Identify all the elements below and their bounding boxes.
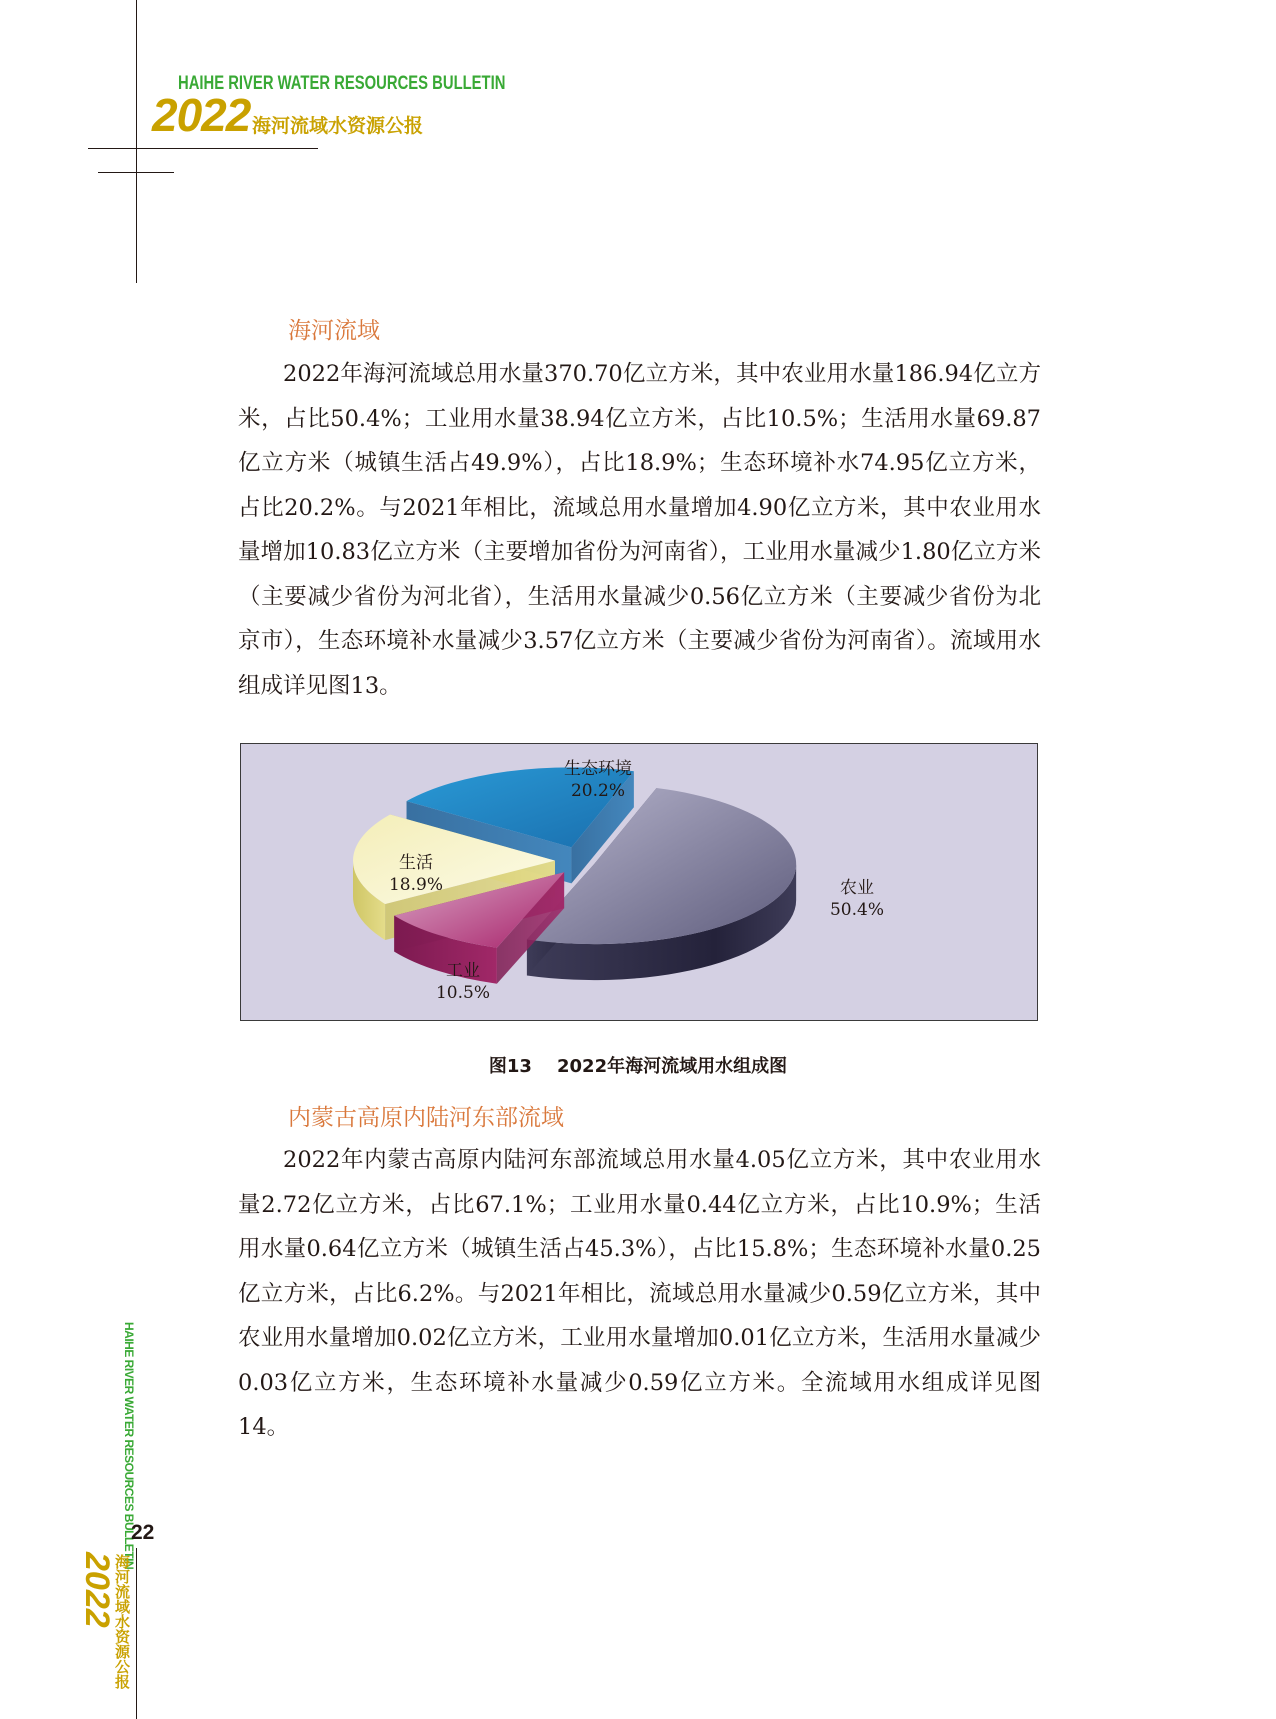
crop-mark-bottom-vertical: [136, 1548, 137, 1719]
page-number: 22: [131, 1521, 155, 1544]
label-ecology-name: 生态环境: [564, 759, 632, 779]
crop-mark-top-horizontal: [88, 148, 318, 149]
section-heading-haihe: 海河流域: [288, 318, 380, 344]
paragraph-inner-mongolia: 2022年内蒙古高原内陆河东部流域总用水量4.05亿立方米，其中农业用水量2.72亿立方米，占比67.1%；工业用水量0.44亿立方米，占比10.9%；生活用水量0.64亿立方米（城镇生活占45.3%），占比15.8%；生态环境补水量0.25亿立方米，占比6.2%。与2021年相比，流域总用水量减少0.59亿立方米，其中农业用水量增加0.02亿立方米，工业用水量增加0.01亿立方米，生活用水量减少0.03亿立方米，生态环境补水量减少0.59亿立方米。全流域用水组成详见图14。: [238, 1147, 1041, 1440]
label-industry-value: 10.5%: [435, 983, 491, 1003]
label-ecology-value: 20.2%: [570, 781, 626, 801]
crop-mark-top-vertical: [136, 0, 137, 283]
header-title-cn: 海河流域水资源公报: [252, 115, 424, 137]
label-agriculture-value: 50.4%: [829, 900, 885, 920]
label-domestic-value: 18.9%: [388, 875, 444, 895]
label-agriculture-name: 农业: [840, 878, 874, 898]
side-title-en: HAIHE RIVER WATER RESOURCES BULLETIN: [122, 1322, 136, 1570]
figure-13-caption: 图13 2022年海河流域用水组成图: [488, 1056, 788, 1077]
header-title-en: HAIHE RIVER WATER RESOURCES BULLETIN: [178, 73, 506, 94]
section-heading-inner-mongolia: 内蒙古高原内陆河东部流域: [288, 1105, 564, 1131]
pie-chart: [241, 744, 1037, 1020]
header-year: 2022: [152, 89, 251, 141]
side-year: 2022: [78, 1552, 116, 1628]
paragraph-haihe: 2022年海河流域总用水量370.70亿立方米，其中农业用水量186.94亿立方米，占比50.4%；工业用水量38.94亿立方米，占比10.5%；生活用水量69.87亿立方米（城镇生活占49.9%），占比18.9%；生态环境补水74.95亿立方米，占比20.2%。与2021年相比，流域总用水量增加4.90亿立方米，其中农业用水量增加10.83亿立方米（主要增加省份为河南省），工业用水量减少1.80亿立方米（主要减少省份为河北省），生活用水量减少0.56亿立方米（主要减少省份为北京市），生态环境补水量减少3.57亿立方米（主要减少省份为河南省）。流域用水组成详见图13。: [238, 361, 1041, 699]
crop-mark-top-horizontal-short: [98, 172, 174, 173]
figure-13-chart: [240, 743, 1038, 1021]
label-industry-name: 工业: [446, 961, 480, 981]
side-title-cn: 海河流域水资源公报: [113, 1554, 131, 1689]
label-domestic-name: 生活: [399, 853, 433, 873]
